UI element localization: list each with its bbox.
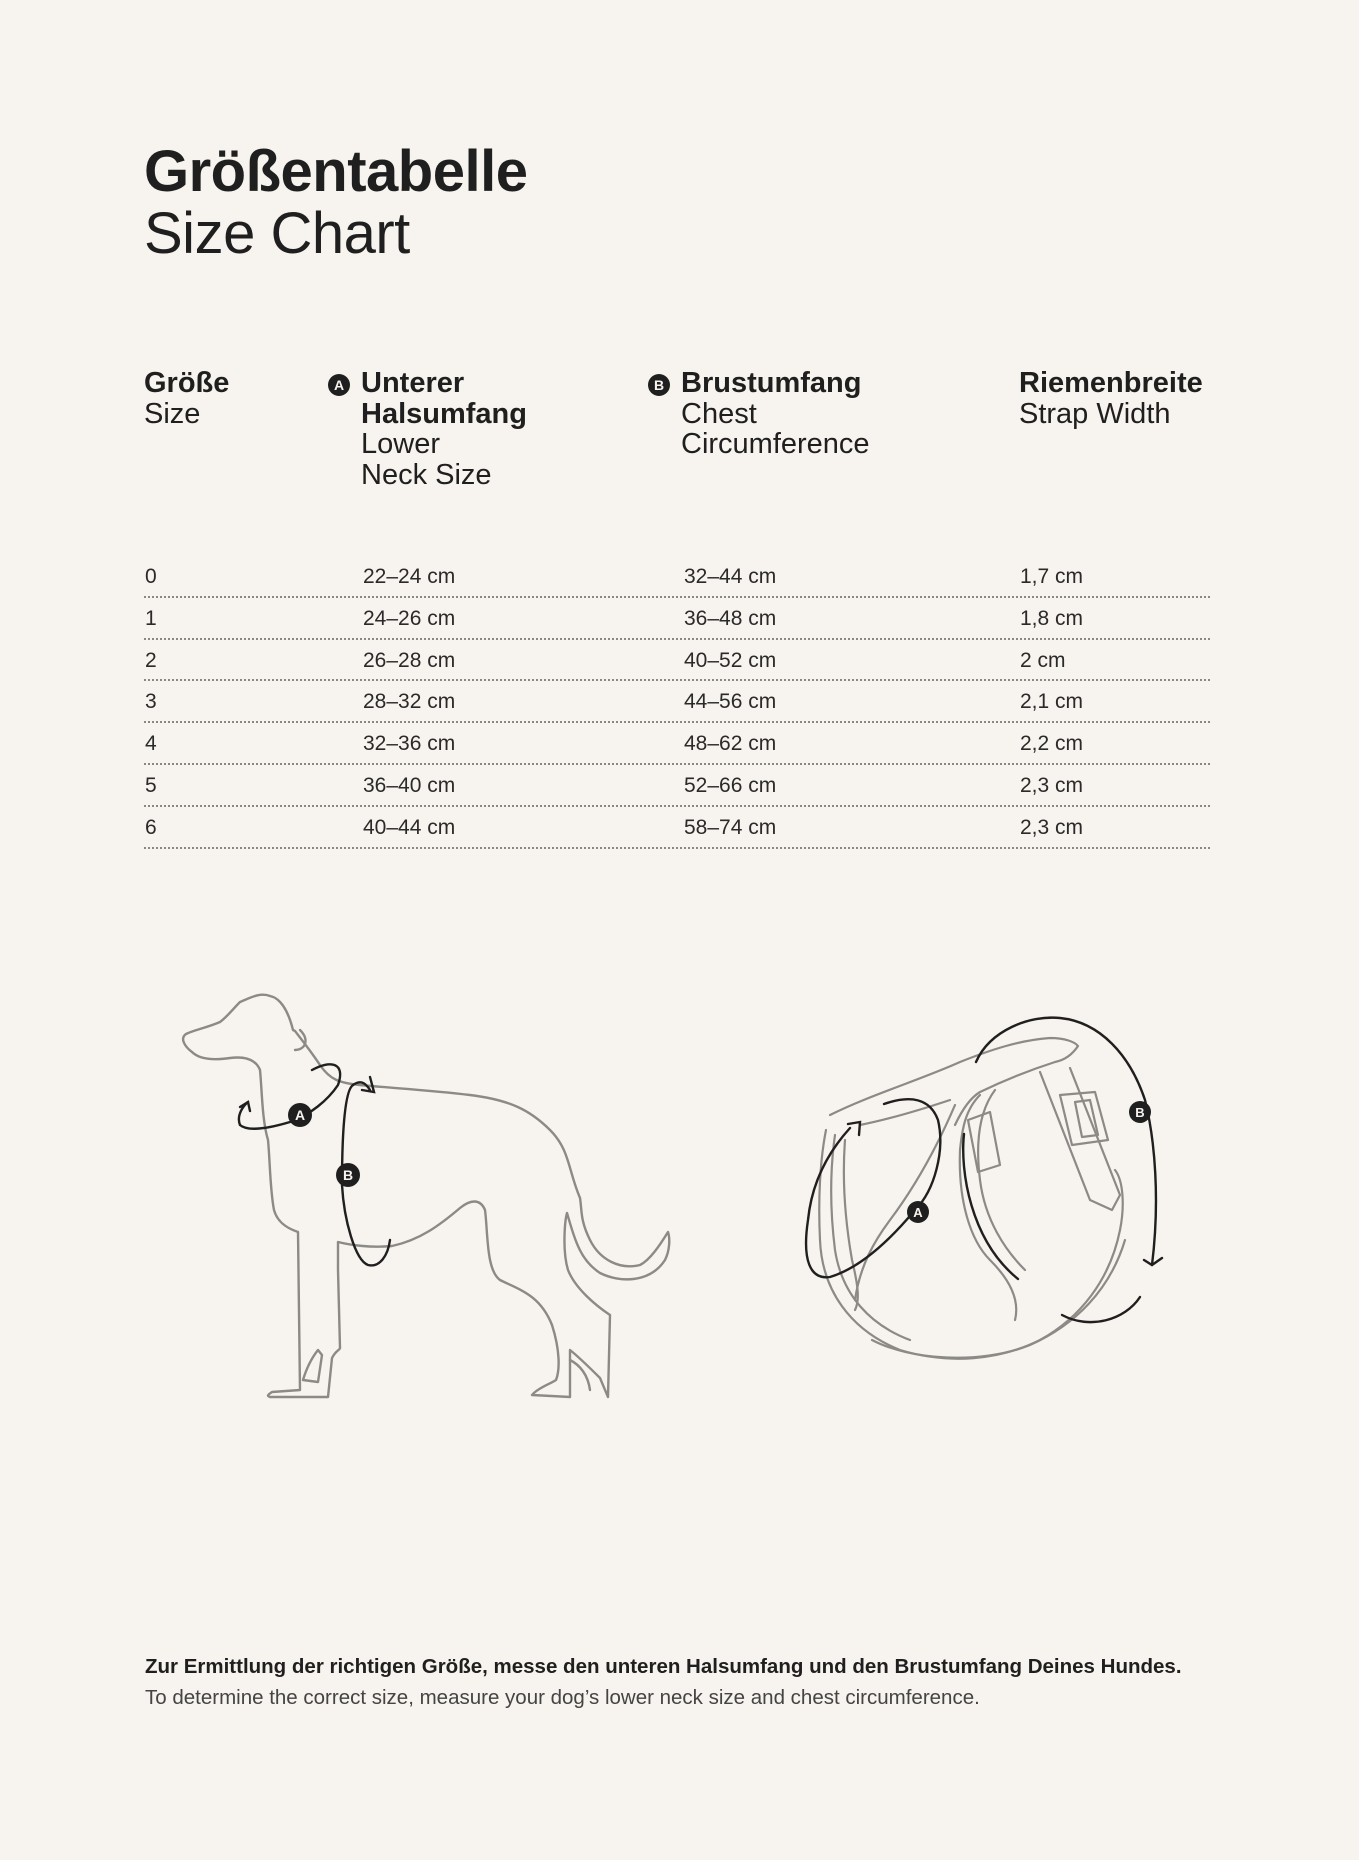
- cell-size: 4: [145, 732, 157, 756]
- svg-text:A: A: [913, 1205, 923, 1220]
- column-header-size-en: Size: [144, 397, 201, 430]
- marker-b-icon: [1129, 1101, 1151, 1123]
- harness-outline-icon: [819, 1038, 1125, 1359]
- marker-a-icon: [288, 1103, 312, 1127]
- cell-size: 5: [145, 773, 157, 797]
- table-row: [144, 765, 1210, 807]
- cell-chest: 52–66 cm: [684, 773, 777, 797]
- size-table: [144, 556, 1210, 849]
- cell-strap: 2 cm: [1020, 648, 1066, 672]
- column-header-strap-en: Strap Width: [1019, 397, 1171, 430]
- table-row: [144, 807, 1210, 849]
- marker-a-icon: [907, 1201, 929, 1223]
- column-header-neck-de-2: Halsumfang: [361, 397, 527, 430]
- cell-neck: 22–24 cm: [363, 565, 456, 588]
- cell-chest: 36–48 cm: [684, 606, 777, 630]
- column-header-size: [144, 368, 229, 429]
- cell-strap: 1,8 cm: [1020, 606, 1084, 630]
- column-header-neck-de-1: Unterer: [361, 367, 465, 399]
- svg-text:B: B: [342, 1167, 354, 1183]
- svg-text:B: B: [1135, 1105, 1145, 1120]
- cell-chest: 48–62 cm: [684, 732, 777, 756]
- cell-strap: 2,2 cm: [1020, 732, 1084, 756]
- cell-neck: 24–26 cm: [363, 606, 456, 630]
- cell-size: 1: [145, 606, 157, 630]
- cell-size: 2: [145, 648, 157, 672]
- marker-b-icon: B: [648, 374, 670, 396]
- cell-strap: 2,3 cm: [1020, 773, 1084, 797]
- cell-neck: 32–36 cm: [363, 732, 456, 756]
- column-header-neck-en-2: Neck Size: [361, 458, 492, 491]
- column-header-chest: [681, 368, 870, 460]
- column-header-chest-en-1: Chest: [681, 397, 757, 430]
- column-header-strap-de: Riemenbreite: [1019, 367, 1203, 399]
- cell-size: 0: [145, 565, 157, 588]
- table-row: [144, 723, 1210, 765]
- column-header-strap: [1019, 368, 1203, 429]
- svg-text:A: A: [294, 1107, 306, 1123]
- cell-strap: 2,1 cm: [1020, 690, 1084, 714]
- cell-size: 6: [145, 815, 157, 839]
- harness-measurement-illustration: [790, 1000, 1190, 1400]
- dog-measurement-illustration: [170, 970, 730, 1410]
- cell-chest: 40–52 cm: [684, 648, 777, 672]
- instruction-text-de: Zur Ermittlung der richtigen Größe, messe den unteren Halsumfang und den Brustumfang Deines Hundes.: [145, 1655, 1182, 1678]
- cell-neck: 36–40 cm: [363, 773, 456, 797]
- column-header-size-de: Größe: [144, 367, 230, 399]
- cell-chest: 32–44 cm: [684, 565, 777, 588]
- column-header-chest-de: Brustumfang: [681, 367, 862, 399]
- cell-size: 3: [145, 690, 157, 714]
- table-row: [144, 640, 1210, 682]
- marker-b-icon: [336, 1163, 360, 1187]
- dog-outline-icon: [183, 995, 669, 1397]
- cell-neck: 28–32 cm: [363, 690, 456, 714]
- cell-neck: 40–44 cm: [363, 815, 456, 839]
- cell-strap: 1,7 cm: [1020, 565, 1084, 588]
- table-row: [144, 556, 1210, 598]
- cell-chest: 44–56 cm: [684, 690, 777, 714]
- page-title-en: Size Chart: [144, 201, 410, 266]
- marker-a-icon: A: [328, 374, 350, 396]
- table-row: [144, 598, 1210, 640]
- cell-strap: 2,3 cm: [1020, 815, 1084, 839]
- column-header-neck-en-1: Lower: [361, 428, 440, 460]
- cell-neck: 26–28 cm: [363, 648, 456, 672]
- page-title-de: Größentabelle: [144, 139, 528, 204]
- column-header-chest-en-2: Circumference: [681, 428, 870, 460]
- cell-chest: 58–74 cm: [684, 815, 777, 839]
- instruction-text-en: To determine the correct size, measure your dog’s lower neck size and chest circumference.: [145, 1686, 980, 1709]
- table-row: [144, 681, 1210, 723]
- column-header-neck: [361, 368, 527, 490]
